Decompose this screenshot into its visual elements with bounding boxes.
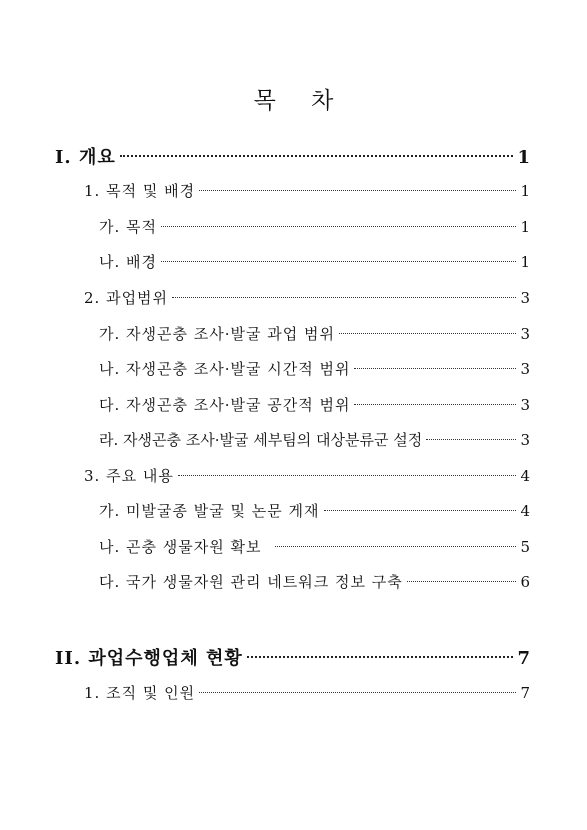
toc-entry-label: 1. 조직 및 인원 xyxy=(84,684,196,702)
toc-entry-page: 7 xyxy=(517,648,530,669)
toc-entry-1-3[interactable] xyxy=(84,465,530,486)
toc-entry-label: 3. 주요 내용 xyxy=(84,467,174,485)
toc-entry-1-3-na[interactable] xyxy=(99,536,530,557)
toc-entry-page: 1 xyxy=(517,147,530,168)
toc-entry-label: 2. 과업범위 xyxy=(84,289,169,307)
dot-leader xyxy=(324,510,517,511)
toc-entry-1-1-na[interactable] xyxy=(99,251,530,272)
toc-entry-1-2-ga[interactable] xyxy=(99,323,530,344)
dot-leader xyxy=(161,226,516,227)
dot-leader xyxy=(161,261,516,262)
toc-entry-label: 나. 곤충 생물자원 확보 xyxy=(99,538,262,556)
toc-entry-page: 1 xyxy=(520,182,530,200)
toc-entry-label: 다. 국가 생물자원 관리 네트워크 정보 구축 xyxy=(99,573,403,591)
toc-entry-1-1-ga[interactable] xyxy=(99,216,530,237)
toc-entry-page: 3 xyxy=(520,396,530,414)
toc-entry-page: 1 xyxy=(520,253,530,271)
toc-entry-label: 가. 자생곤충 조사·발굴 과업 범위 xyxy=(99,325,335,343)
toc-entry-1-3-da[interactable] xyxy=(99,571,530,592)
toc-entry-page: 3 xyxy=(520,431,530,449)
toc-entry-1-2-da[interactable] xyxy=(99,394,530,415)
toc-entry-page: 1 xyxy=(520,218,530,236)
toc-entry-page: 6 xyxy=(520,573,530,591)
toc-entry-label: 1. 목적 및 배경 xyxy=(84,182,196,200)
toc-title: 목 차 xyxy=(253,88,348,114)
toc-entry-label: 가. 목적 xyxy=(99,218,158,236)
toc-entry-label: 라. 자생곤충 조사·발굴 세부팀의 대상분류군 설정 xyxy=(99,431,423,449)
dot-leader xyxy=(275,546,516,547)
toc-entry-page: 4 xyxy=(520,502,530,520)
toc-entry-page: 3 xyxy=(520,289,530,307)
toc-entry-1-2[interactable] xyxy=(84,287,530,308)
toc-entry-label: II. 과업수행업체 현황 xyxy=(55,648,243,669)
dot-leader xyxy=(407,581,517,582)
toc-entry-1-2-na[interactable] xyxy=(99,358,530,379)
toc-entry-1-2-ra[interactable] xyxy=(99,429,530,450)
toc-entry-1-3-ga[interactable] xyxy=(99,500,530,521)
toc-entry-label: 나. 배경 xyxy=(99,253,158,271)
toc-entry-2-1[interactable] xyxy=(84,682,530,703)
dot-leader xyxy=(354,368,516,369)
dot-leader xyxy=(339,333,516,334)
dot-leader xyxy=(178,475,517,476)
toc-entry-1-1[interactable] xyxy=(84,180,530,201)
toc-entry-page: 7 xyxy=(520,684,530,702)
dot-leader xyxy=(426,439,516,440)
dot-leader xyxy=(247,656,514,658)
dot-leader xyxy=(199,190,516,191)
dot-leader xyxy=(354,404,516,405)
toc-entry-label: 가. 미발굴종 발굴 및 논문 게재 xyxy=(99,502,320,520)
dot-leader xyxy=(172,297,516,298)
toc-entry-label: 나. 자생곤충 조사·발굴 시간적 범위 xyxy=(99,360,351,378)
toc-entry-label: 다. 자생곤충 조사·발굴 공간적 범위 xyxy=(99,396,351,414)
toc-entry-label: I. 개요 xyxy=(55,147,116,168)
toc-entry-page: 4 xyxy=(520,467,530,485)
toc-entry-chapter-1[interactable] xyxy=(55,143,530,169)
toc-entry-page: 5 xyxy=(520,538,530,556)
toc-entry-page: 3 xyxy=(520,360,530,378)
dot-leader xyxy=(120,155,514,157)
dot-leader xyxy=(199,692,516,693)
toc-entry-page: 3 xyxy=(520,325,530,343)
toc-entry-chapter-2[interactable] xyxy=(55,644,530,670)
